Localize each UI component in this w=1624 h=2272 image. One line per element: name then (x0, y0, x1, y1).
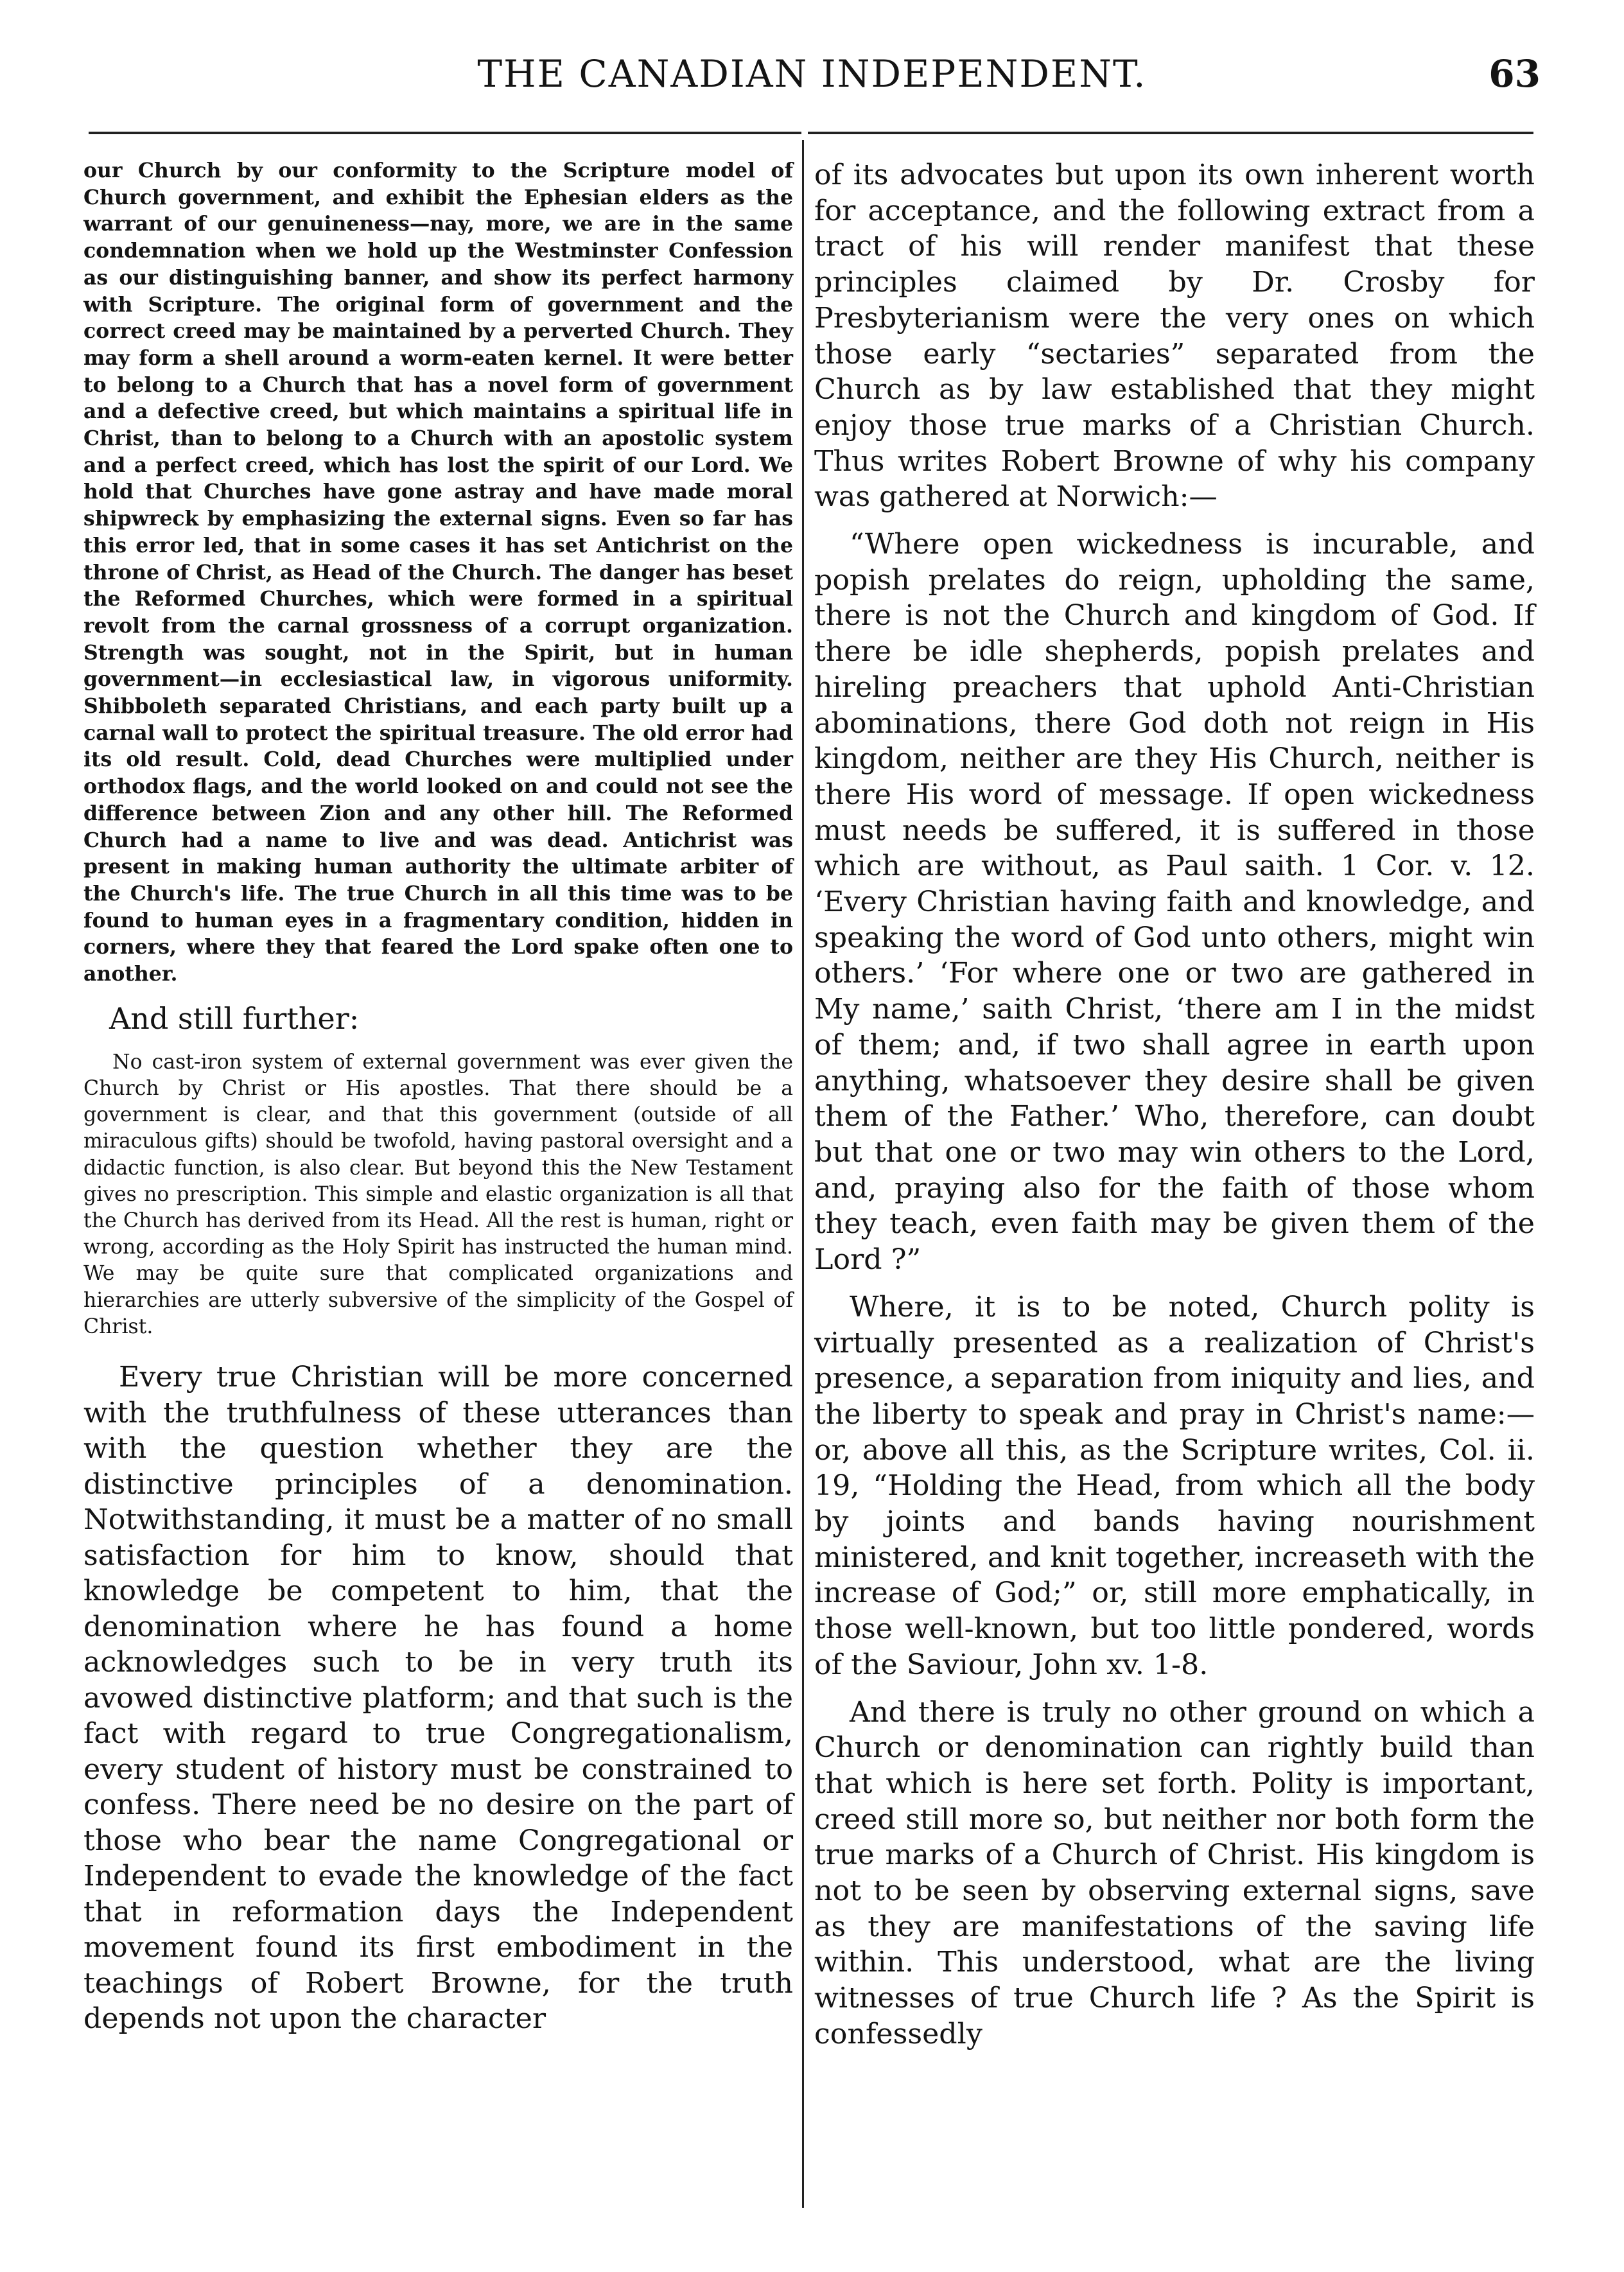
right-paragraph-1: of its advocates but upon its own inherent worth for acceptance, and the following extract from a tract of his will render manifest that these principles claimed by Dr. Crosby for Presbyterianism were the very ones on which those early “sectaries” separated from the Church as by law established that they might enjoy those true marks of a Christian Church. Thus writes Robert Browne of why his company was gathered at Norwich:— (814, 159, 1535, 514)
header-rule-left (89, 132, 801, 134)
page-header (0, 45, 1624, 103)
browne-quotation: “Where open wickedness is incurable, and popish prelates do reign, upholding the same, there is not the Church and kingdom of God. If there be idle shepherds, popish prelates and hireling preachers that uphold Anti-Christian abominations, there God doth not reign in His kingdom, neither are they His Church, neither is there His word of message. If open wickedness must needs be suffered, it is suffered in those which are without, as Paul saith. 1 Cor. v. 12. ‘Every Christian having faith and knowledge, and speaking the word of God unto others, might win others.’ ‘For where one or two are gathered in My name,’ saith Christ, ‘there am I in the midst of them; and, if two shall agree in earth upon anything, whatsoever they desire shall be given them of the Father.’ Who, therefore, can doubt but that one or two may win others to the Lord, and, praying also for the faith of those whom they teach, even faith may be given them of the Lord ?” (814, 528, 1535, 1277)
body-paragraph: Every true Christian will be more concerned with the truthfulness of these utterances than with the question whether they are the distinctive principles of a denomination. Notwithstanding, it must be a matter of no small satisfaction for him to know, should that knowledge be competent to him, that the denomination where he has found a home acknowledges such to be in very truth its avowed distinctive platform; and that such is the fact with regard to true Congregationalism, every student of history must be constrained to confess. There need be no desire on the part of those who bear the name Congregational or Independent to evade the knowledge of the fact that in reformation days the Independent movement found its first embodiment in the teachings of Robert Browne, for the truth depends not upon the character (83, 1361, 793, 2036)
right-paragraph-4: And there is truly no other ground on which a Church or denomination can rightly build than that which is here set forth. Polity is important, creed still more so, but neither nor both form the true marks of a Church of Christ. His kingdom is not to be seen by observing external signs, save as they are manifestations of the saving life within. This understood, what are the living witnesses of true Church life ? As the Spirit is confessedly (814, 1695, 1535, 2050)
lead-in-text: And still further: (109, 1001, 360, 1036)
block-quote-1: our Church by our conformity to the Scripture model of Church government, and exhibit the Ephesian elders as the warrant of our genuineness—nay, more, we are in the same condemnation when we hold up the Westminster Confession as our distinguishing banner, and show its perfect harmony with Scripture. The original form of government and the correct creed may be maintained by a perverted Church. They may form a shell around a worm-eaten kernel. It were better to belong to a Church that has a novel form of government and a defective creed, but which maintains a spiritual life in Christ, than to belong to a Church with an apostolic system and a perfect creed, which has lost the spirit of our Lord. We hold that Churches have gone astray and have made moral shipwreck by emphasizing the external signs. Even so far has this error led, that in some cases it has set Antichrist on the throne of Christ, as Head of the Church. The danger has beset the Reformed Churches, which were formed in a spiritual revolt from the carnal grossness of a corrupt organization. Strength was sought, not in the Spirit, but in human government—in ecclesiastical law, in vigorous uniformity. Shibboleth separated Christians, and each party built up a carnal wall to protect the spiritual treasure. The old error had its old result. Cold, dead Churches were multiplied under orthodox flags, and the world looked on and could not see the difference between Zion and any other hill. The Reformed Church had a name to live and was dead. Antichrist was present in making human authority the ultimate arbiter of the Church's life. The true Church in all this time was to be found to human eyes in a fragmentary condition, hidden in corners, where they that feared the Lord spake often one to another. (83, 159, 793, 986)
page-number: 63 (1489, 52, 1541, 96)
running-title: THE CANADIAN INDEPENDENT. (477, 52, 1147, 96)
right-paragraph-3: Where, it is to be noted, Church polity is virtually presented as a realization of Christ's presence, a separation from iniquity and lies, and the liberty to speak and pray in Christ's name:—or, above all this, as the Scripture writes, Col. ii. 19, “Holding the Head, from which all the body by joints and bands having nourishment ministered, and knit together, increaseth with the increase of God;” or, still more emphatically, in those well-known, but too little pondered, words of the Saviour, John xv. 1-8. (814, 1290, 1535, 1681)
left-column (83, 157, 793, 2037)
block-quote-2: No cast-iron system of external government was ever given the Church by Christ or His apostles. That there should be a government is clear, and that this government (outside of all miraculous gifts) should be twofold, having pastoral oversight and a didactic function, is also clear. But beyond this the New Testament gives no prescription. This simple and elastic organization is all that the Church has derived from its Head. All the rest is human, right or wrong, according as the Holy Spirit has instructed the human mind. We may be quite sure that complicated organizations and hierarchies are utterly subversive of the simplicity of the Gospel of Christ. (83, 1050, 793, 1338)
column-divider (802, 140, 804, 2208)
header-rule-right (808, 132, 1533, 134)
right-column (814, 157, 1535, 2052)
